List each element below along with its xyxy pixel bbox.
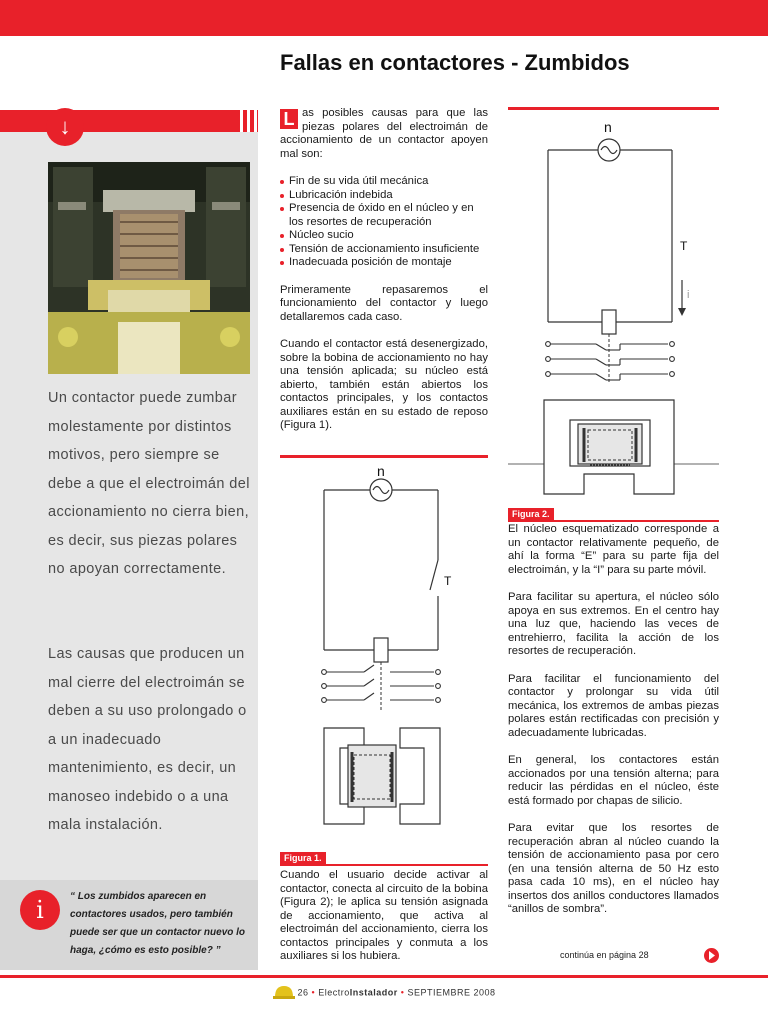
figure-2-label: Figura 2. [508, 508, 554, 520]
helmet-icon [273, 985, 295, 1001]
page-title: Fallas en contactores - Zumbidos [280, 50, 630, 75]
page-number: 26 [297, 987, 309, 998]
drop-cap: L [280, 109, 298, 129]
list-item: Presencia de óxido en el núcleo y en los resortes de recuperación [280, 202, 488, 229]
column-2-continued [280, 869, 488, 978]
contactor-photo-illustration [48, 162, 250, 374]
paragraph: Primeramente repasaremos el funcionamiento del contactor y luego detallaremos cada caso. [280, 283, 488, 323]
neutral-label: n [604, 119, 612, 135]
issue-date: SEPTIEMBRE 2008 [407, 987, 496, 998]
next-page-arrow-icon[interactable] [704, 948, 719, 963]
figure-1-label: Figura 1. [280, 852, 326, 864]
divider [508, 107, 719, 110]
sidebar-paragraph-2: Las causas que producen un mal cierre del electroimán se deben a su uso prolongado o a un inadecuado mantenimiento, es decir, un manoseo indebido o a una mala instalación. [48, 646, 247, 833]
divider [280, 455, 488, 458]
contactor-photo [48, 162, 250, 374]
sidebar-red-bar [0, 110, 258, 132]
paragraph: Para facilitar su apertura, el núcleo sólo apoya en sus extremos. En el centro hay una luz que, haciendo las veces de entrehierro, facilita la acción de los resortes de recuperación. [508, 591, 719, 657]
separator: • [311, 987, 316, 998]
sidebar-stripes [236, 110, 258, 132]
sidebar-paragraph-1: Un contactor puede zumbar molestamente por distintos motivos, pero siempre se debe a que el electroimán del accionamiento no cierra bien, es decir, sus piezas polares no apoyan correctamente. [48, 390, 250, 577]
list-item: Lubricación indebida [280, 189, 488, 203]
footer-divider [0, 975, 768, 978]
neutral-label: n [377, 463, 385, 479]
magazine-name-light: Electro [318, 987, 350, 998]
intro-paragraph: as posibles causas para que las piezas polares del electroimán de accionamiento de un contactor apoyen mal son: [280, 107, 488, 160]
continue-link[interactable]: continúa en página 28 [560, 950, 649, 960]
current-label: i [687, 289, 690, 301]
list-item: Tensión de accionamiento insuficiente [280, 243, 488, 257]
info-icon: i [20, 890, 60, 930]
switch-label: T [444, 574, 452, 588]
figure-2-diagram [508, 112, 719, 504]
figure-1-diagram [280, 460, 488, 850]
separator: • [400, 987, 405, 998]
column-3 [508, 523, 719, 931]
top-red-band [0, 0, 768, 36]
divider [280, 864, 488, 866]
paragraph: Cuando el usuario decide activar al contactor, conecta al circuito de la bobina (Figura 2); le aplica su tensión asignada de accionamiento, que activa al electroimán del accionamiento, cierra los contactos principales y conmuta a los auxiliares si los hubiera. [280, 869, 488, 962]
causes-list [280, 175, 488, 270]
column-2 [280, 107, 488, 447]
magazine-name-bold: Instalador [349, 987, 398, 998]
list-item: Núcleo sucio [280, 229, 488, 243]
paragraph: Cuando el contactor está desenergizado, sobre la bobina de accionamiento no hay una tensión aplicada; su núcleo está abierto, también están abiertos los contactos principales, y los contactos auxiliares están en su estado de reposo (Figura 1). [280, 338, 488, 431]
paragraph: Para evitar que los resortes de recuperación abran al núcleo cuando la tensión de accionamiento pasa por cero (en una tensión alterna de 50 Hz esto pasa cada 10 ms), en el núcleo hay insertos dos anillos conductores llamados “anillos de sombra”. [508, 822, 719, 915]
list-item: Inadecuada posición de montaje [280, 256, 488, 270]
switch-label: T [680, 239, 688, 253]
paragraph: Para facilitar el funcionamiento del contactor y prolongar su vida útil mecánica, los extremos de ambas piezas polares están rectificadas con precisión y adecuadamente lubricadas. [508, 672, 719, 739]
list-item: Fin de su vida útil mecánica [280, 175, 488, 189]
divider [508, 520, 719, 522]
footer [0, 985, 768, 1001]
pull-quote: “ Los zumbidos aparecen en contactores usados, pero también puede ser que un contactor nuevo lo haga, ¿cómo es esto posible? ” [70, 891, 246, 956]
paragraph: El núcleo esquematizado corresponde a un contactor relativamente pequeño, de ahí la forma “E” para su parte fija del electroimán, y la “I” para su parte móvil. [508, 523, 719, 576]
down-arrow-icon: ↓ [46, 108, 84, 146]
paragraph: En general, los contactores están accionados por una tensión alterna; para reducir las pérdidas en el núcleo, éste está formado por chapas de silicio. [508, 754, 719, 807]
